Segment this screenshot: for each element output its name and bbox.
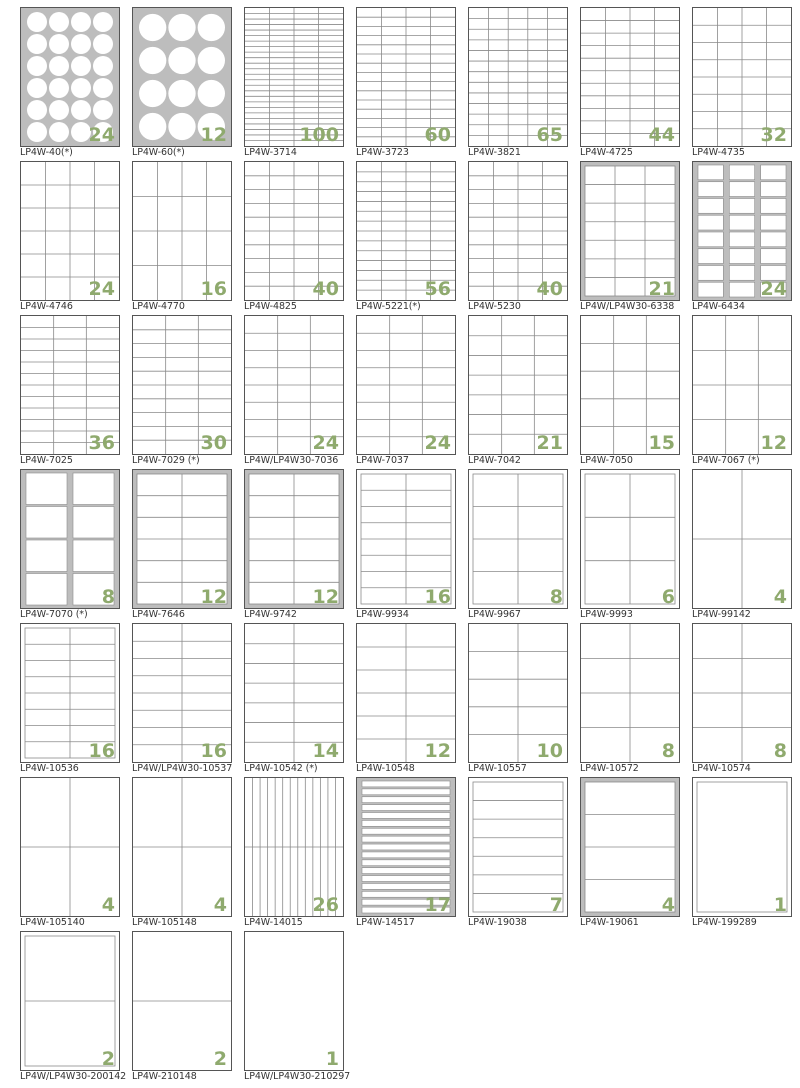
label-shape <box>729 282 754 297</box>
label-sheet-card[interactable] <box>580 623 680 777</box>
label-shape <box>362 789 450 795</box>
label-sheet-card[interactable] <box>580 469 680 623</box>
sheet-product-code: LP4W-3723 <box>356 147 409 158</box>
label-sheet-card[interactable] <box>244 315 344 469</box>
label-shape <box>761 182 786 197</box>
sheet-product-code: LP4W-10557 <box>468 763 527 774</box>
label-sheet-card[interactable] <box>692 777 792 931</box>
sheet-thumbnail <box>244 7 344 147</box>
label-shape <box>198 80 225 107</box>
label-shape <box>761 165 786 180</box>
label-shape <box>73 540 114 572</box>
labels-per-sheet-count: 12 <box>760 432 787 454</box>
label-shape <box>71 56 91 76</box>
label-shape <box>49 100 69 120</box>
sheet-thumbnail <box>20 7 120 147</box>
labels-per-sheet-count: 44 <box>648 124 675 146</box>
labels-per-sheet-count: 100 <box>299 124 339 146</box>
label-shape <box>49 122 69 142</box>
sheet-product-code: LP4W-6434 <box>692 301 745 312</box>
label-sheet-card[interactable] <box>468 7 568 161</box>
sheet-product-code: LP4W-10536 <box>20 763 79 774</box>
sheet-product-code: LP4W-14015 <box>244 917 303 928</box>
labels-per-sheet-count: 4 <box>101 894 115 916</box>
label-shape <box>761 249 786 264</box>
sheet-product-code: LP4W-10572 <box>580 763 639 774</box>
sheet-thumbnail <box>356 7 456 147</box>
labels-per-sheet-count: 65 <box>536 124 563 146</box>
label-shape <box>698 282 723 297</box>
labels-per-sheet-count: 60 <box>424 124 451 146</box>
labels-per-sheet-count: 4 <box>661 894 675 916</box>
labels-per-sheet-count: 30 <box>200 432 227 454</box>
sheet-thumbnail <box>468 469 568 609</box>
label-shape <box>71 12 91 32</box>
label-sheet-card[interactable] <box>580 777 680 931</box>
sheet-thumbnail <box>132 7 232 147</box>
label-shape <box>49 78 69 98</box>
labels-per-sheet-count: 12 <box>200 586 227 608</box>
label-sheet-card[interactable] <box>20 931 127 1085</box>
sheet-thumbnail <box>132 623 232 763</box>
sheet-product-code: LP4W/LP4W30-6338 <box>580 301 675 312</box>
sheet-product-code: LP4W-7037 <box>356 455 409 466</box>
label-shape <box>73 473 114 505</box>
labels-per-sheet-count: 4 <box>773 586 787 608</box>
labels-per-sheet-count: 12 <box>312 586 339 608</box>
labels-per-sheet-count: 16 <box>200 278 227 300</box>
label-sheet-card[interactable] <box>356 7 456 161</box>
sheet-product-code: LP4W-60(*) <box>132 147 185 158</box>
sheet-thumbnail <box>244 623 344 763</box>
labels-per-sheet-count: 8 <box>549 586 563 608</box>
labels-per-sheet-count: 36 <box>88 432 115 454</box>
label-sheet-card[interactable] <box>692 7 792 161</box>
sheet-product-code: LP4W-7029 (*) <box>132 455 200 466</box>
labels-per-sheet-count: 16 <box>424 586 451 608</box>
labels-per-sheet-count: 10 <box>536 740 563 762</box>
sheet-thumbnail <box>468 7 568 147</box>
label-sheet-card[interactable] <box>20 161 120 315</box>
label-shape <box>362 844 450 850</box>
sheet-thumbnail <box>20 623 120 763</box>
sheet-thumbnail <box>580 469 680 609</box>
sheet-thumbnail <box>692 7 792 147</box>
label-shape <box>729 232 754 247</box>
labels-per-sheet-count: 21 <box>536 432 563 454</box>
sheet-product-code: LP4W-7067 (*) <box>692 455 760 466</box>
sheet-thumbnail <box>132 161 232 301</box>
sheet-product-code: LP4W-7025 <box>20 455 73 466</box>
label-sheet-card[interactable] <box>468 161 568 315</box>
label-sheet-card[interactable] <box>580 315 680 469</box>
label-shape <box>698 199 723 214</box>
sheet-product-code: LP4W-19038 <box>468 917 527 928</box>
sheet-thumbnail <box>244 777 344 917</box>
label-shape <box>168 14 195 41</box>
label-shape <box>362 781 450 787</box>
label-shape <box>362 797 450 803</box>
label-shape <box>93 12 113 32</box>
sheet-product-code: LP4W-9742 <box>244 609 297 620</box>
label-shape <box>362 820 450 826</box>
label-shape <box>168 47 195 74</box>
sheet-thumbnail <box>468 161 568 301</box>
labels-per-sheet-count: 4 <box>213 894 227 916</box>
sheet-product-code: LP4W-5221(*) <box>356 301 421 312</box>
sheet-product-code: LP4W-10548 <box>356 763 415 774</box>
sheet-product-code: LP4W-99142 <box>692 609 751 620</box>
sheet-thumbnail <box>20 315 120 455</box>
label-shape <box>198 14 225 41</box>
sheet-product-code: LP4W-10574 <box>692 763 751 774</box>
label-sheet-card[interactable] <box>244 777 344 931</box>
label-shape <box>27 100 47 120</box>
sheet-thumbnail <box>580 315 680 455</box>
sheet-thumbnail <box>356 469 456 609</box>
label-sheet-card[interactable] <box>468 777 568 931</box>
sheet-thumbnail <box>580 623 680 763</box>
label-shape <box>198 47 225 74</box>
label-shape <box>729 199 754 214</box>
label-shape <box>93 100 113 120</box>
labels-per-sheet-count: 7 <box>549 894 563 916</box>
label-sheet-card[interactable] <box>356 161 456 315</box>
sheet-thumbnail <box>356 315 456 455</box>
label-shape <box>362 813 450 819</box>
label-sheet-card[interactable] <box>20 623 120 777</box>
label-sheet-card[interactable] <box>244 161 344 315</box>
label-sheet-card[interactable] <box>132 161 232 315</box>
label-sheet-card[interactable] <box>356 777 456 931</box>
sheet-thumbnail <box>580 161 680 301</box>
labels-per-sheet-count: 21 <box>648 278 675 300</box>
label-shape <box>761 215 786 230</box>
labels-per-sheet-count: 16 <box>88 740 115 762</box>
labels-per-sheet-count: 15 <box>648 432 675 454</box>
labels-per-sheet-count: 8 <box>773 740 787 762</box>
label-shape <box>168 113 195 140</box>
label-sheet-card[interactable] <box>244 623 344 777</box>
sheet-thumbnail <box>468 623 568 763</box>
labels-per-sheet-count: 14 <box>312 740 339 762</box>
sheet-product-code: LP4W-7646 <box>132 609 185 620</box>
label-sheet-card[interactable] <box>132 931 232 1085</box>
label-shape <box>729 182 754 197</box>
label-sheet-card[interactable] <box>132 469 232 623</box>
sheet-thumbnail <box>692 315 792 455</box>
label-shape <box>362 852 450 858</box>
label-shape <box>71 78 91 98</box>
labels-per-sheet-count: 40 <box>312 278 339 300</box>
labels-per-sheet-count: 24 <box>424 432 451 454</box>
label-shape <box>168 80 195 107</box>
sheet-product-code: LP4W-105148 <box>132 917 197 928</box>
label-shape <box>139 14 166 41</box>
label-shape <box>93 56 113 76</box>
sheet-thumbnail <box>20 469 120 609</box>
label-shape <box>26 540 67 572</box>
labels-per-sheet-count: 26 <box>312 894 339 916</box>
labels-per-sheet-count: 16 <box>200 740 227 762</box>
sheet-product-code: LP4W-4746 <box>20 301 73 312</box>
label-sheet-card[interactable] <box>692 315 792 469</box>
sheet-product-code: LP4W-9934 <box>356 609 409 620</box>
sheet-thumbnail <box>132 777 232 917</box>
label-shape <box>698 182 723 197</box>
label-sheet-card[interactable] <box>244 931 351 1085</box>
label-sheet-card[interactable] <box>692 623 792 777</box>
label-shape <box>139 47 166 74</box>
label-shape <box>729 215 754 230</box>
sheet-product-code: LP4W-5230 <box>468 301 521 312</box>
label-shape <box>139 113 166 140</box>
labels-per-sheet-count: 24 <box>312 432 339 454</box>
sheet-product-code: LP4W-4825 <box>244 301 297 312</box>
sheet-thumbnail <box>580 777 680 917</box>
label-sheet-card[interactable] <box>20 7 120 161</box>
label-sheet-card[interactable] <box>132 315 232 469</box>
labels-per-sheet-count: 12 <box>200 124 227 146</box>
labels-per-sheet-count: 24 <box>760 278 787 300</box>
label-shape <box>362 805 450 811</box>
sheet-thumbnail <box>692 469 792 609</box>
label-shape <box>26 473 67 505</box>
label-sheet-card[interactable] <box>132 7 232 161</box>
label-sheet-card[interactable] <box>356 469 456 623</box>
label-shape <box>362 860 450 866</box>
label-shape <box>362 836 450 842</box>
sheet-thumbnail <box>20 161 120 301</box>
labels-per-sheet-count: 2 <box>101 1048 115 1070</box>
sheet-product-code: LP4W-7042 <box>468 455 521 466</box>
label-sheet-card[interactable] <box>692 161 792 315</box>
sheet-product-code: LP4W-9993 <box>580 609 633 620</box>
sheet-thumbnail <box>132 469 232 609</box>
label-sheet-card[interactable] <box>468 469 568 623</box>
labels-per-sheet-count: 2 <box>213 1048 227 1070</box>
label-shape <box>698 232 723 247</box>
label-shape <box>761 199 786 214</box>
label-shape <box>27 34 47 54</box>
labels-per-sheet-count: 32 <box>760 124 787 146</box>
sheet-product-code: LP4W-10542 (*) <box>244 763 318 774</box>
label-sheet-card[interactable] <box>580 7 680 161</box>
sheet-product-code: LP4W-7070 (*) <box>20 609 88 620</box>
labels-per-sheet-count: 6 <box>661 586 675 608</box>
sheet-product-code: LP4W-4725 <box>580 147 633 158</box>
label-shape <box>729 165 754 180</box>
sheet-thumbnail <box>692 161 792 301</box>
label-shape <box>71 100 91 120</box>
sheet-product-code: LP4W-105140 <box>20 917 85 928</box>
label-shape <box>729 249 754 264</box>
labels-per-sheet-count: 8 <box>101 586 115 608</box>
sheet-product-code: LP4W-4770 <box>132 301 185 312</box>
sheet-thumbnail <box>356 161 456 301</box>
label-shape <box>27 122 47 142</box>
sheet-thumbnail <box>468 777 568 917</box>
label-shape <box>761 232 786 247</box>
label-sheet-card[interactable] <box>580 161 680 315</box>
label-shape <box>729 266 754 281</box>
sheet-thumbnail <box>244 315 344 455</box>
label-shape <box>698 249 723 264</box>
labels-per-sheet-count: 8 <box>661 740 675 762</box>
label-shape <box>73 507 114 539</box>
sheet-thumbnail <box>580 7 680 147</box>
label-shape <box>698 165 723 180</box>
sheet-thumbnail <box>468 315 568 455</box>
label-sheet-card[interactable] <box>356 315 456 469</box>
sheet-product-code: LP4W-9967 <box>468 609 521 620</box>
label-sheet-card[interactable] <box>132 623 232 777</box>
sheet-product-code: LP4W-40(*) <box>20 147 73 158</box>
label-shape <box>26 574 67 606</box>
label-sheet-card[interactable] <box>244 7 344 161</box>
sheet-thumbnail <box>244 931 344 1071</box>
label-shape <box>49 34 69 54</box>
label-shape <box>698 266 723 281</box>
labels-per-sheet-count: 24 <box>88 278 115 300</box>
sheet-product-code: LP4W-19061 <box>580 917 639 928</box>
sheet-thumbnail <box>692 777 792 917</box>
sheet-product-code: LP4W-4735 <box>692 147 745 158</box>
label-shape <box>698 215 723 230</box>
sheet-thumbnail <box>244 469 344 609</box>
sheet-product-code: LP4W-210148 <box>132 1071 197 1082</box>
labels-per-sheet-count: 40 <box>536 278 563 300</box>
label-shape <box>362 868 450 874</box>
sheet-product-code: LP4W-199289 <box>692 917 757 928</box>
label-shape <box>93 78 113 98</box>
label-shape <box>93 34 113 54</box>
label-sheet-card[interactable] <box>468 623 568 777</box>
label-sheet-card[interactable] <box>356 623 456 777</box>
label-sheet-card[interactable] <box>692 469 792 623</box>
label-sheet-card[interactable] <box>20 777 120 931</box>
label-sheet-card[interactable] <box>132 777 232 931</box>
label-shape <box>27 56 47 76</box>
sheet-product-code: LP4W/LP4W30-210297 <box>244 1071 351 1082</box>
sheet-thumbnail <box>356 777 456 917</box>
sheet-product-code: LP4W/LP4W30-7036 <box>244 455 339 466</box>
labels-per-sheet-count: 56 <box>424 278 451 300</box>
sheet-product-code: LP4W/LP4W30-200142 <box>20 1071 127 1082</box>
label-shape <box>362 876 450 882</box>
label-sheet-card[interactable] <box>20 315 120 469</box>
sheet-thumbnail <box>692 623 792 763</box>
labels-per-sheet-count: 17 <box>424 894 451 916</box>
sheet-product-code: LP4W/LP4W30-10537 <box>132 763 233 774</box>
label-shape <box>139 80 166 107</box>
label-shape <box>27 78 47 98</box>
sheet-thumbnail <box>20 777 120 917</box>
sheet-thumbnail <box>244 161 344 301</box>
labels-per-sheet-count: 24 <box>88 124 115 146</box>
sheet-product-code: LP4W-3714 <box>244 147 297 158</box>
sheet-product-code: LP4W-7050 <box>580 455 633 466</box>
label-shape <box>71 34 91 54</box>
label-shape <box>49 12 69 32</box>
label-shape <box>362 828 450 834</box>
label-shape <box>49 56 69 76</box>
sheet-product-code: LP4W-3821 <box>468 147 521 158</box>
label-sheet-card[interactable] <box>244 469 344 623</box>
label-sheet-card[interactable] <box>20 469 120 623</box>
label-shape <box>362 883 450 889</box>
sheet-thumbnail <box>132 315 232 455</box>
label-shape <box>26 507 67 539</box>
sheet-thumbnail <box>20 931 120 1071</box>
sheet-thumbnail <box>356 623 456 763</box>
sheet-product-code: LP4W-14517 <box>356 917 415 928</box>
labels-per-sheet-count: 1 <box>325 1048 339 1070</box>
sheet-thumbnail <box>132 931 232 1071</box>
labels-per-sheet-count: 1 <box>773 894 787 916</box>
label-shape <box>27 12 47 32</box>
labels-per-sheet-count: 12 <box>424 740 451 762</box>
label-sheet-card[interactable] <box>468 315 568 469</box>
